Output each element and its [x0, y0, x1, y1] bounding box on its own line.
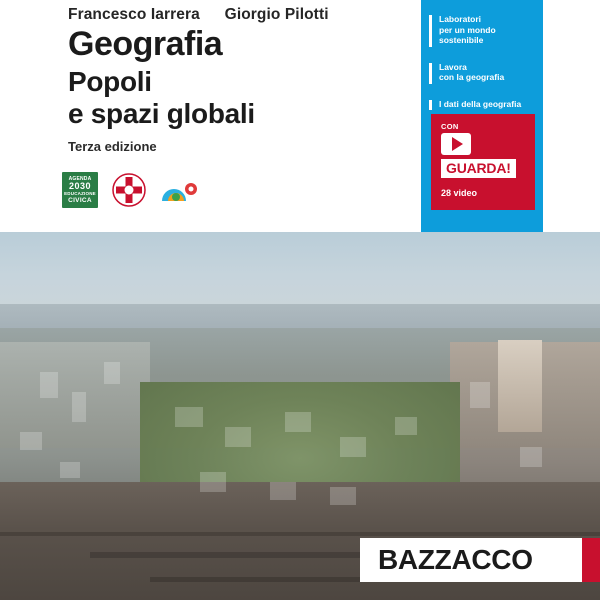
video-promo-box — [431, 114, 535, 210]
feature-chip-1-line-1: Laboratori — [439, 14, 482, 24]
feature-chip-1-line-3: sostenibile — [439, 35, 484, 45]
publisher-accent-bar — [582, 538, 600, 582]
book-subtitle-line-1: Popoli — [68, 66, 152, 97]
color-palette-icon — [160, 175, 200, 205]
video-count: 28 video — [441, 188, 478, 198]
cover-top-area — [0, 0, 600, 232]
agenda-badge-line-3: EDUCAZIONE — [64, 191, 96, 196]
photo-tower — [498, 340, 542, 432]
red-cross-icon — [112, 173, 146, 207]
feature-chip-1-line-2: per un mondo — [439, 24, 496, 35]
video-con-label: CON — [441, 122, 459, 131]
feature-chip-lavora — [429, 62, 543, 83]
authors-line — [68, 6, 329, 24]
feature-chip-laboratori — [429, 14, 543, 46]
book-edition: Terza edizione — [68, 139, 157, 154]
publisher-band — [360, 538, 600, 582]
video-brand-label: GUARDA! — [441, 159, 516, 178]
feature-chip-dati — [429, 99, 543, 110]
feature-chip-2-line-2: con la geografia — [439, 72, 505, 82]
feature-chip-2-line-1: Lavora — [439, 61, 467, 72]
book-title: Geografia — [68, 25, 223, 63]
side-feature-panel — [421, 0, 543, 232]
book-subtitle-line-2: e spazi globali — [68, 98, 255, 129]
agenda-badge-line-4: CIVICA — [68, 197, 92, 204]
agenda-badge-line-2: 2030 — [68, 181, 92, 191]
agenda-2030-badge — [62, 172, 98, 208]
publisher-name: BAZZACCO — [378, 544, 533, 575]
author-2: Giorgio Pilotti — [224, 6, 329, 23]
author-1: Francesco Iarrera — [68, 6, 200, 23]
feature-chip-3-line-1: I dati della geografia — [439, 98, 522, 109]
play-icon — [441, 133, 471, 155]
agenda-badge-line-1: AGENDA — [68, 176, 92, 182]
cover-right-margin — [543, 0, 600, 232]
badge-row — [62, 172, 200, 208]
